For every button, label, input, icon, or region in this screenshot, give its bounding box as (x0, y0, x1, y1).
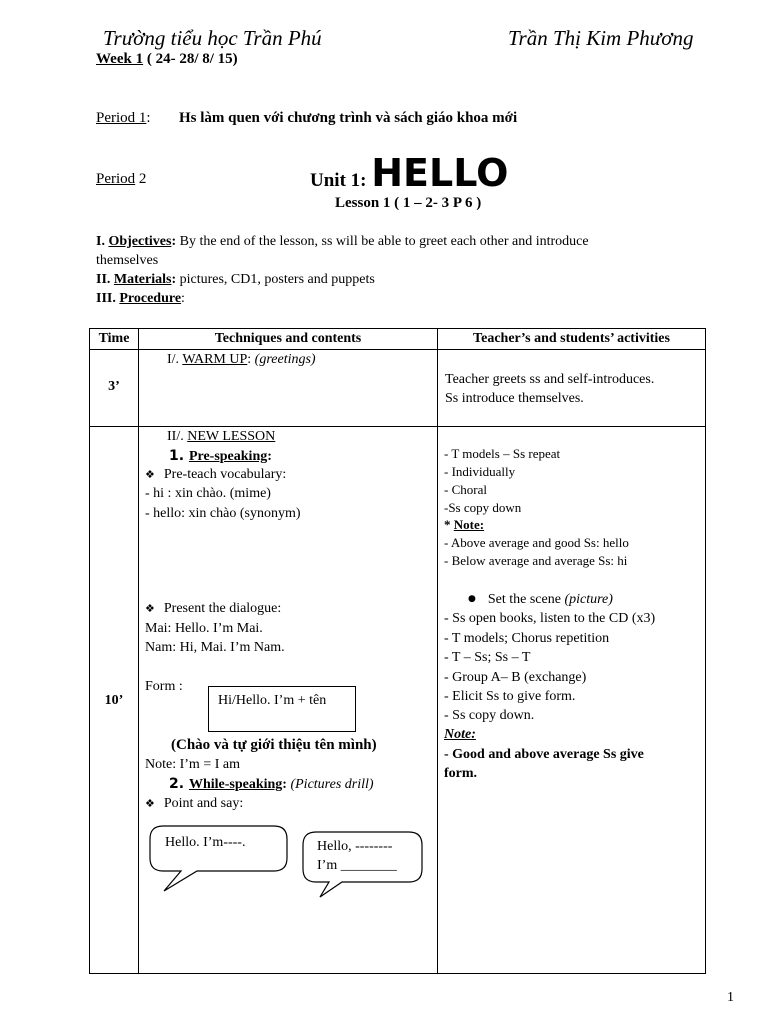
bubble2-line1: Hello, -------- (317, 839, 393, 854)
procedure-line (96, 291, 185, 307)
period2-label: Period (96, 171, 136, 187)
objectives-colon: : (171, 234, 177, 249)
objectives-label: Objectives (108, 234, 172, 249)
lesson-title: Lesson 1 ( 1 – 2- 3 P 6 ) (335, 195, 482, 211)
new-lesson-heading: II/. NEW LESSON (167, 429, 276, 444)
activity-item: - Elicit Ss to give form. (444, 689, 576, 704)
bullet-icon: ● (468, 594, 476, 604)
form-label: Form : (145, 679, 183, 694)
vocab-hi: - hi : xin chào. (mime) (145, 486, 271, 501)
period1-text: Hs làm quen với chương trình và sách giáo khoa mới (179, 110, 518, 126)
page-number: 1 (727, 990, 734, 1005)
procedure-table (89, 328, 706, 974)
row2-techniques (139, 427, 438, 974)
header-techniques: Techniques and contents (139, 329, 438, 350)
objectives-text: By the end of the lesson, ss will be able to greet each other and introduce (176, 234, 589, 249)
period1-colon: : (146, 110, 151, 126)
period1-line (96, 110, 151, 127)
warmup-heading: I/. WARM UP: (greetings) (167, 352, 316, 367)
period2-number: 2 (135, 171, 147, 187)
objectives-numeral: I. (96, 234, 109, 249)
table-row (90, 350, 706, 427)
while-speaking-heading: 2. While-speaking: (Pictures drill) (169, 776, 374, 792)
diamond-bullet-icon: ❖ (145, 602, 155, 615)
row2-time: 10’ (90, 427, 139, 974)
row1-activities (438, 350, 706, 427)
week-label: Week 1 (96, 51, 144, 67)
activity-item: - Group A– B (exchange) (444, 670, 587, 685)
activity-item: - T – Ss; Ss – T (444, 650, 531, 665)
pre-speaking-heading: 1. Pre-speaking: (169, 448, 272, 464)
form-meaning: (Chào và tự giới thiệu tên mình) (171, 737, 377, 753)
activity-item: - Good and above average Ss give (444, 747, 644, 762)
activity-item: - Choral (444, 482, 487, 497)
unit-prefix: Unit 1: (310, 170, 372, 191)
bubble2-line2: I’m ________ (317, 858, 397, 873)
activity-item: form. (444, 766, 478, 781)
warmup-activities: Teacher greets ss and self-introduces. Ss introduce themselves. (445, 372, 655, 406)
objectives-text-line2: themselves (96, 253, 159, 268)
form-box-text: Hi/Hello. I’m + tên (218, 693, 327, 708)
activity-item: - T models; Chorus repetition (444, 631, 610, 646)
header-time: Time (90, 329, 139, 350)
dialogue-line2: Nam: Hi, Mai. I’m Nam. (145, 640, 285, 655)
materials-label: Materials (113, 272, 172, 287)
materials-text: pictures, CD1, posters and puppets (176, 272, 375, 287)
teacher-name: Trần Thị Kim Phương (508, 26, 694, 50)
procedure-label: Procedure (119, 291, 182, 306)
present-item: ❖ Present the dialogue: (145, 601, 282, 616)
preteach-item: ❖ Pre-teach vocabulary: (145, 467, 287, 482)
materials-colon: : (171, 272, 177, 287)
school-name: Trường tiểu học Trần Phú (103, 26, 322, 50)
row2-activities (438, 427, 706, 974)
week-dates: ( 24- 28/ 8/ 15) (143, 51, 238, 67)
procedure-colon: : (181, 291, 185, 306)
materials-numeral: II. (96, 272, 114, 287)
unit-title (310, 151, 508, 195)
activity-note2-heading: Note: (444, 727, 476, 742)
bubble1-text: Hello. I’m----. (165, 835, 246, 850)
activity-note-heading: * Note: (444, 517, 485, 532)
row1-time: 3’ (90, 350, 139, 427)
period1-label: Period 1 (96, 110, 147, 126)
table-row (90, 427, 706, 974)
unit-name: HELLO (371, 151, 509, 195)
activity-item: - Individually (444, 464, 516, 479)
activity-item: - Below average and average Ss: hi (444, 553, 628, 568)
activity-item: - Ss copy down. (444, 708, 535, 723)
vocab-hello: - hello: xin chào (synonym) (145, 506, 301, 521)
materials-line (96, 272, 375, 288)
point-item: ❖ Point and say: (145, 796, 244, 811)
activity-item: - Ss open books, listen to the CD (x3) (444, 611, 656, 626)
objectives-line (96, 234, 589, 250)
note-line: Note: I’m = I am (145, 757, 240, 772)
form-box (208, 686, 356, 732)
header-activities: Teacher’s and students’ activities (438, 329, 706, 350)
table-header-row (90, 329, 706, 350)
scene-item: ● Set the scene (picture) (468, 592, 613, 607)
activity-item: - T models – Ss repeat (444, 446, 561, 461)
procedure-numeral: III. (96, 291, 120, 306)
dialogue-line1: Mai: Hello. I’m Mai. (145, 621, 263, 636)
diamond-bullet-icon: ❖ (145, 468, 155, 481)
week-line (96, 51, 238, 68)
period2-line (96, 171, 146, 188)
activity-item: - Above average and good Ss: hello (444, 535, 629, 550)
diamond-bullet-icon: ❖ (145, 797, 155, 810)
row1-techniques (139, 350, 438, 427)
activity-item: -Ss copy down (444, 500, 522, 515)
